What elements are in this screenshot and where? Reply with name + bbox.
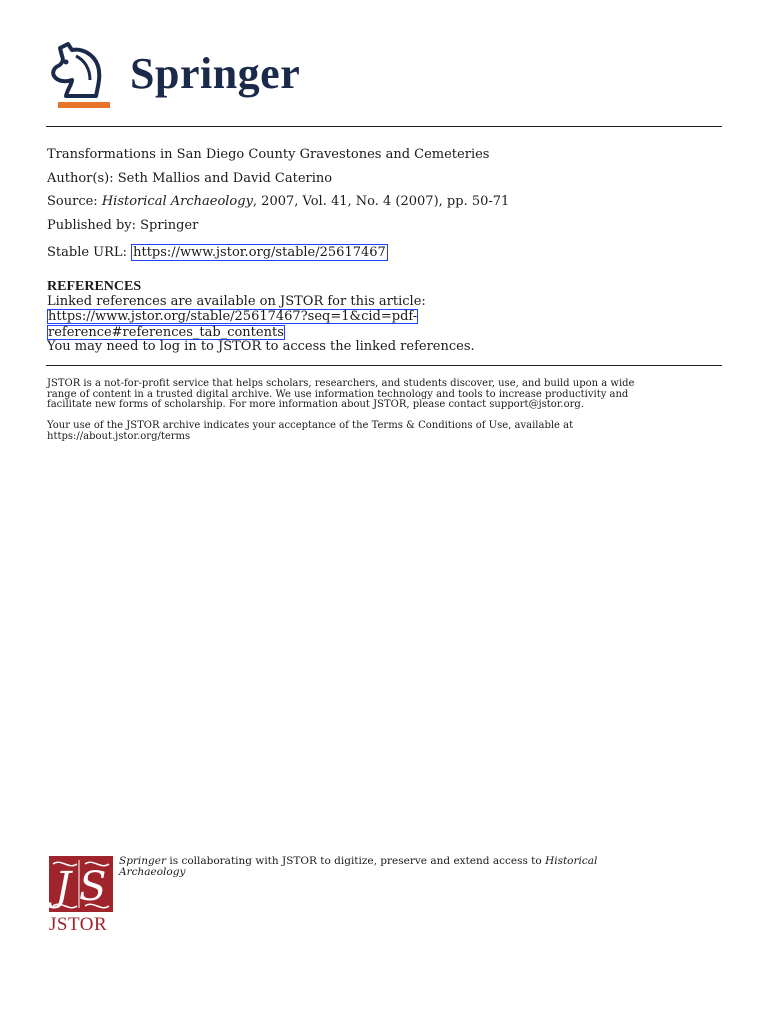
middle-divider xyxy=(46,365,722,366)
references-link-line2[interactable]: reference#references_tab_contents xyxy=(48,324,284,340)
terms-link[interactable]: https://about.jstor.org/terms xyxy=(47,430,191,442)
authors-value: Seth Mallios and David Caterino xyxy=(117,170,333,186)
source-details: , 2007, Vol. 41, No. 4 (2007), pp. 50-71 xyxy=(252,194,510,209)
svg-text:J: J xyxy=(55,864,72,910)
collab-journal-1: Historical xyxy=(545,855,598,867)
references-link[interactable] xyxy=(47,309,727,340)
authors-label: Author(s): xyxy=(47,170,114,186)
collab-publisher: Springer xyxy=(119,855,167,867)
published-label: Published by: xyxy=(47,217,136,233)
stable-url-line xyxy=(47,241,727,265)
top-divider xyxy=(46,126,722,127)
collab-text: is collaborating with JSTOR to digitize, preserve and extend access to xyxy=(166,855,546,867)
authors-line xyxy=(47,167,727,191)
jstor-notice xyxy=(47,379,727,411)
terms-notice xyxy=(47,421,727,442)
published-line xyxy=(47,214,727,238)
notice-para1-line3: facilitate new forms of scholarship. For more information about JSTOR, please contact support@jstor.org. xyxy=(47,399,584,411)
notice-para1-line2: range of content in a trusted digital archive. We use information technology and tools to increase productivity and xyxy=(47,388,629,400)
jstor-wordmark: JSTOR xyxy=(49,914,108,935)
references-heading: REFERENCES xyxy=(47,279,142,294)
springer-logo xyxy=(46,42,346,114)
article-title: Transformations in San Diego County Gravestones and Cemeteries xyxy=(47,147,490,162)
references-link-line1[interactable]: https://www.jstor.org/stable/25617467?seq=1&cid=pdf- xyxy=(48,309,418,324)
svg-text:S: S xyxy=(79,864,107,910)
notice-para2-line1: Your use of the JSTOR archive indicates your acceptance of the Terms & Conditions of Use, available at xyxy=(47,420,574,431)
published-value: Springer xyxy=(140,217,199,233)
stable-url-link[interactable]: https://www.jstor.org/stable/25617467 xyxy=(133,245,386,260)
collab-journal-2: Archaeology xyxy=(119,866,186,878)
source-line xyxy=(47,190,727,214)
article-metadata xyxy=(47,143,727,265)
source-label: Source: xyxy=(47,194,98,209)
stable-url-label: Stable URL: xyxy=(47,245,127,260)
references-intro: Linked references are available on JSTOR for this article: xyxy=(47,293,426,309)
jstor-logo xyxy=(49,856,115,936)
collaboration-statement xyxy=(119,856,659,878)
springer-wordmark: Springer xyxy=(130,49,301,98)
jstor-ornamental-logo-icon xyxy=(49,856,113,912)
references-section xyxy=(47,280,727,355)
notice-para1-line1: JSTOR is a not-for-profit service that helps scholars, researchers, and students discover, use, and build upon a wide xyxy=(47,378,635,389)
knight-chess-piece-icon xyxy=(46,42,110,112)
journal-name: Historical Archaeology xyxy=(101,194,253,209)
references-note: You may need to log in to JSTOR to access the linked references. xyxy=(47,339,475,354)
